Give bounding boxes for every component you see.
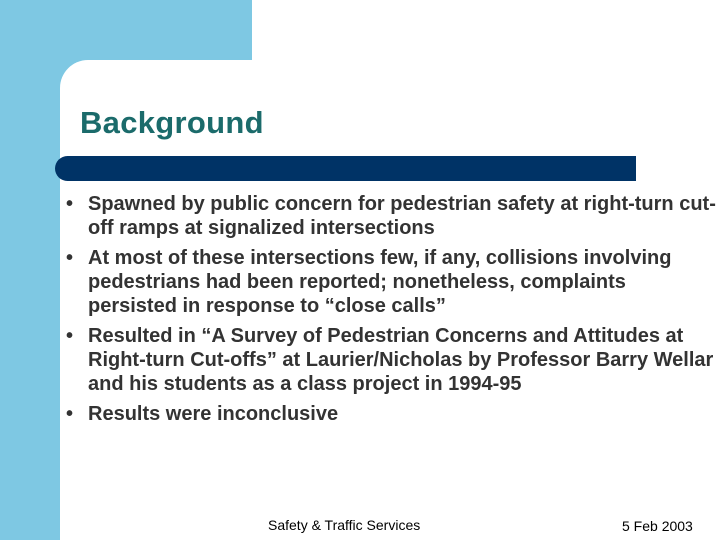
footer-date: 5 Feb 2003 bbox=[622, 518, 693, 534]
bullet-dot-icon: • bbox=[66, 403, 74, 425]
slide-title: Background bbox=[80, 105, 264, 140]
bullet-dot-icon: • bbox=[66, 325, 74, 347]
footer-department: Safety & Traffic Services bbox=[268, 517, 421, 533]
bullet-item bbox=[66, 402, 716, 426]
bullet-item bbox=[66, 192, 716, 240]
bullet-text: Resulted in “A Survey of Pedestrian Concerns and Attitudes at Right-turn Cut-offs” at Laurier/Nicholas by Professor Barry Wellar and his students as a class project in 1994-95 bbox=[88, 325, 714, 395]
bullet-list bbox=[66, 192, 716, 432]
bullet-item bbox=[66, 246, 716, 318]
bullet-dot-icon: • bbox=[66, 193, 74, 215]
bullet-item bbox=[66, 324, 716, 396]
bullet-dot-icon: • bbox=[66, 247, 74, 269]
bullet-text: Results were inconclusive bbox=[88, 403, 339, 425]
bullet-text: At most of these intersections few, if any, collisions involving pedestrians had been reported; nonetheless, complaints persisted in response to “close calls” bbox=[88, 247, 672, 317]
bullet-text: Spawned by public concern for pedestrian safety at right-turn cut-off ramps at signalized intersections bbox=[88, 193, 716, 239]
title-underline-bar bbox=[55, 156, 636, 181]
